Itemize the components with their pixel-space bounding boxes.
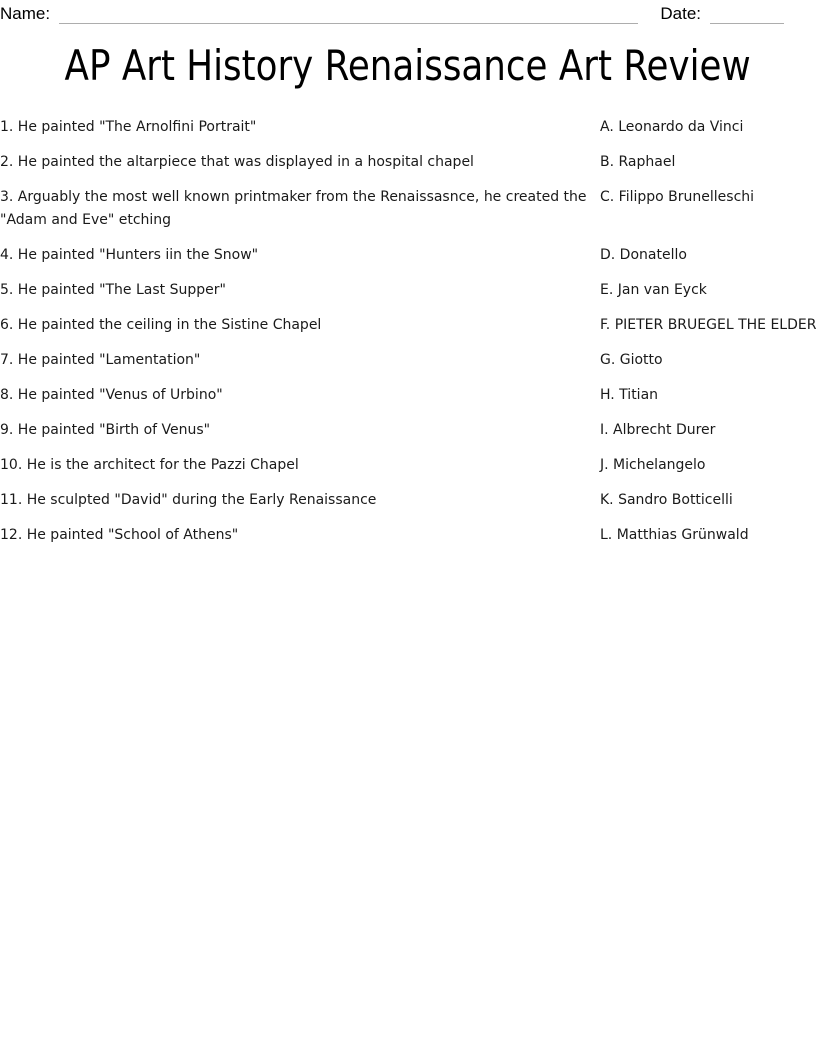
question-text: 6. He painted the ceiling in the Sistine Chapel — [0, 317, 322, 333]
question-text: 12. He painted "School of Athens" — [0, 527, 239, 543]
matching-row — [0, 489, 816, 512]
answer-text: D. Donatello — [600, 247, 687, 263]
matching-row — [0, 279, 816, 302]
name-label: Name: — [0, 4, 51, 23]
matching-row — [0, 314, 816, 337]
answer-text: B. Raphael — [600, 154, 676, 170]
matching-row — [0, 419, 816, 442]
matching-row — [0, 116, 816, 139]
matching-section — [0, 116, 816, 547]
question-text: 7. He painted "Lamentation" — [0, 352, 201, 368]
answer-text: K. Sandro Botticelli — [600, 492, 733, 508]
question-text: 9. He painted "Birth of Venus" — [0, 422, 211, 438]
matching-row — [0, 186, 816, 232]
answer-text: J. Michelangelo — [600, 457, 706, 473]
matching-row — [0, 384, 816, 407]
answer-text: F. PIETER BRUEGEL THE ELDER — [600, 317, 816, 333]
answer-text: A. Leonardo da Vinci — [600, 119, 744, 135]
answer-text: G. Giotto — [600, 352, 663, 368]
name-blank-line — [59, 6, 638, 24]
question-text: 2. He painted the altarpiece that was displayed in a hospital chapel — [0, 154, 474, 170]
question-text: 10. He is the architect for the Pazzi Chapel — [0, 457, 299, 473]
answer-text: C. Filippo Brunelleschi — [600, 189, 755, 205]
matching-row — [0, 524, 816, 547]
matching-row — [0, 151, 816, 174]
answer-text: I. Albrecht Durer — [600, 422, 716, 438]
question-text: 1. He painted "The Arnolfini Portrait" — [0, 119, 257, 135]
matching-row — [0, 349, 816, 372]
answer-text: E. Jan van Eyck — [600, 282, 707, 298]
answer-text: H. Titian — [600, 387, 659, 403]
title-block — [0, 42, 816, 90]
answer-text: L. Matthias Grünwald — [600, 527, 749, 543]
matching-row — [0, 454, 816, 477]
date-blank-line — [710, 6, 784, 24]
question-text: 8. He painted "Venus of Urbino" — [0, 387, 223, 403]
page-title: AP Art History Renaissance Art Review — [64, 41, 752, 90]
question-text: 11. He sculpted "David" during the Early Renaissance — [0, 492, 377, 508]
matching-row — [0, 244, 816, 267]
question-text: 3. Arguably the most well known printmaker from the Renaissasnce, he created the "Adam and Eve" etching — [0, 189, 587, 228]
date-label: Date: — [660, 4, 701, 23]
name-date-header — [0, 2, 816, 24]
question-text: 4. He painted "Hunters iin the Snow" — [0, 247, 259, 263]
question-text: 5. He painted "The Last Supper" — [0, 282, 226, 298]
